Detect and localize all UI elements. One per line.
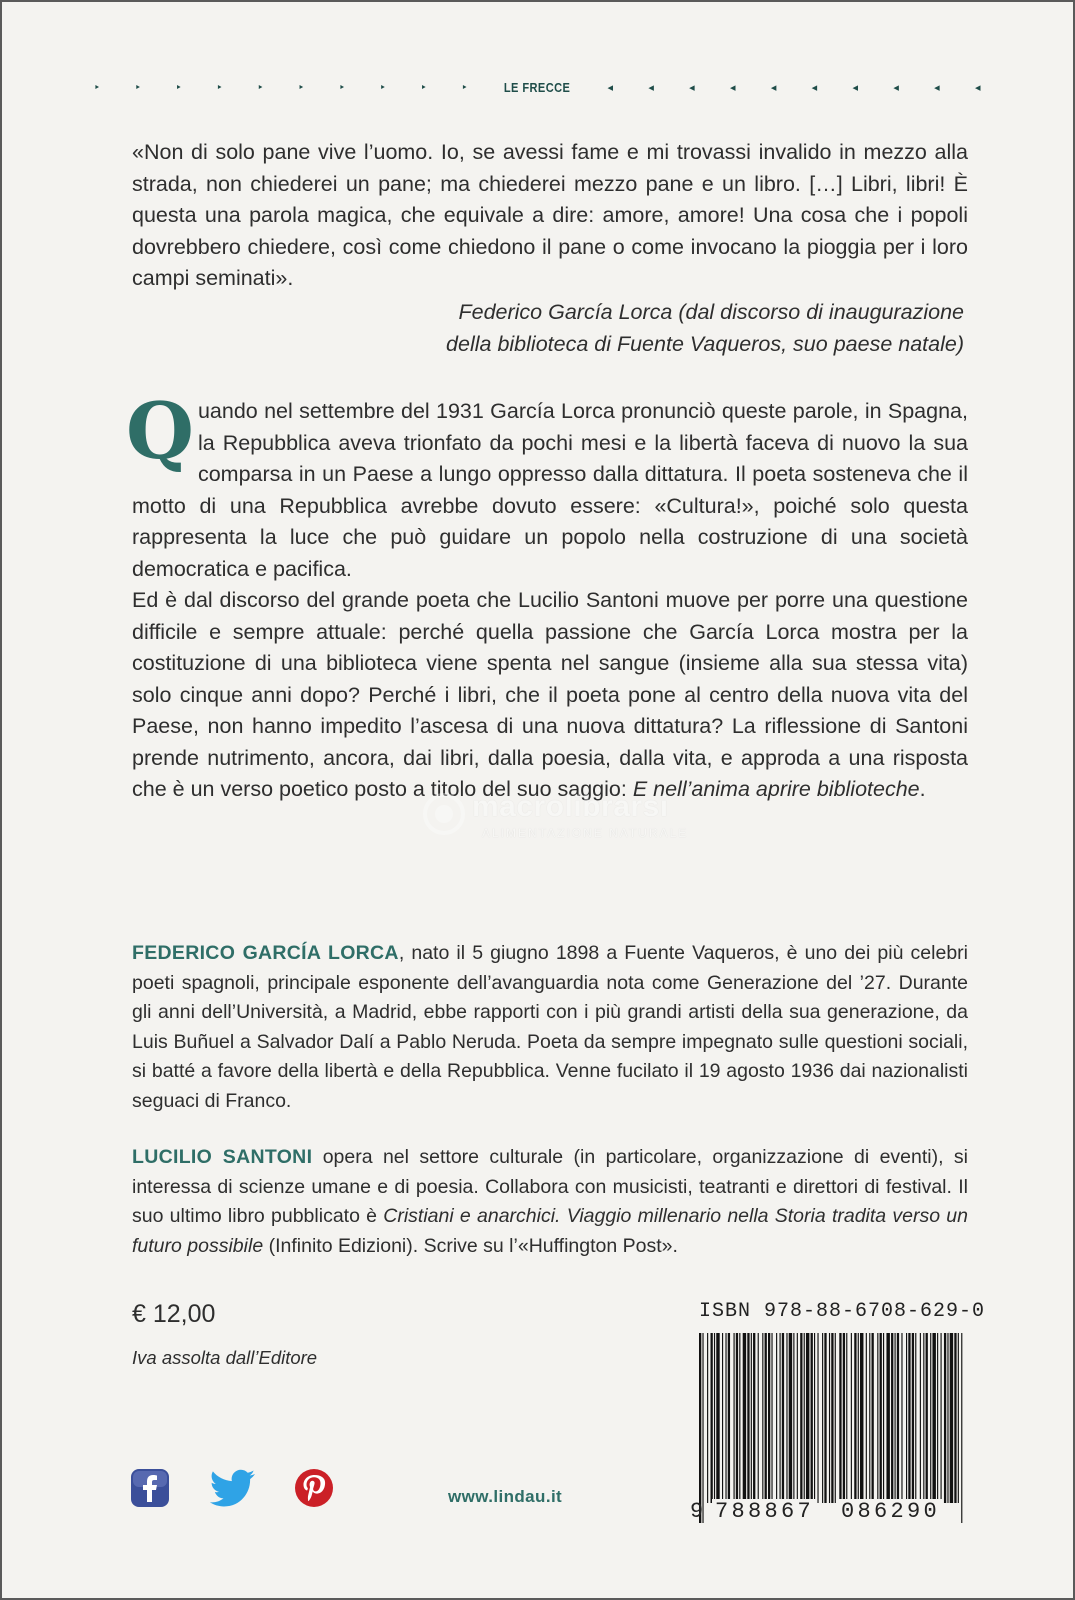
barcode-bar [858, 1333, 859, 1503]
isbn-label: ISBN 978-88-6708-629-0 [699, 1300, 986, 1323]
bio-text: , nato il 5 giugno 1898 a Fuente Vaqueros, è uno dei più celebri poeti spagnoli, principale esponente dell’avanguardia nota come Generazione del ’27. Durante gli anni dell’Università, a Madrid, ebbe rapporti con i più grandi artisti della sua generazione, da Luis Buñuel a Salvador Dalí a Pablo Neruda. Poeta da sempre impegnato sulle questioni sociali, si batté a favore della libertà e della Repubblica. Venne fucilato il 19 agosto 1936 dai nazionalisti seguaci di Franco. [132, 942, 968, 1112]
series-header [90, 76, 985, 98]
barcode-bar [743, 1333, 746, 1503]
author-bio-santoni [132, 1143, 968, 1261]
barcode-bar [722, 1333, 723, 1503]
barcode-bar [869, 1333, 870, 1503]
author-name: FEDERICO GARCÍA LORCA [132, 942, 399, 964]
barcode-bar [901, 1333, 902, 1503]
barcode-bar [806, 1333, 809, 1503]
epigraph-quote: «Non di solo pane vive l’uomo. Io, se avessi fame e mi trovassi invalido in mezzo alla strada, non chiederei un pane; ma chiederei mezzo pane e un libro. […] Libri, libri! È questa una parola magica, che equivale a dire: amore, amore! Una cosa che i popoli dovrebbero chiedere, così come chiedono il pane o come invocano la pioggia per i loro campi seminati». [132, 140, 968, 290]
left-arrow-icon: ◂ [607, 80, 614, 94]
barcode-bar [736, 1333, 738, 1503]
right-arrow-icon: ‣ [257, 80, 264, 94]
left-arrow-icon: ◂ [770, 80, 777, 94]
barcode-bar [947, 1333, 948, 1503]
punctuation: . [919, 777, 926, 801]
blurb [126, 386, 968, 806]
barcode-bar [711, 1333, 713, 1503]
barcode-bar [958, 1333, 959, 1503]
barcode-bar [768, 1333, 770, 1503]
barcode-bar [851, 1333, 852, 1503]
barcode-bar [954, 1333, 956, 1503]
barcode-digit-group: 788867 [712, 1499, 817, 1524]
right-arrow-icon: ‣ [338, 80, 346, 94]
barcode [697, 1333, 967, 1523]
barcode-bar [753, 1333, 755, 1503]
facebook-icon[interactable] [130, 1468, 170, 1508]
barcode-bar [797, 1333, 798, 1503]
watermark-subtitle: ALIMENTAZIONE NATURALE [482, 826, 689, 840]
barcode-bar [866, 1333, 867, 1503]
barcode-bar [941, 1333, 942, 1503]
left-arrow-icon: ◂ [811, 80, 818, 94]
blurb-paragraph-text: uando nel settembre del 1931 García Lorca pronunciò queste parole, in Spagna, la Repubblica aveva trionfato da pochi mesi e la libertà faceva di nuovo la sua comparsa in un Paese a lungo oppresso dalla dittatura. Il poeta sosteneva che il motto di una Repubblica avrebbe dovuto essere: «Cultura!», poiché solo questa rappresenta la luce che può guidare un popolo nella costruzione di una società democratica e pacifica. [132, 399, 968, 581]
barcode-bar [734, 1333, 735, 1503]
barcode-bar [804, 1333, 805, 1503]
barcode-lead-digit: 9 [690, 1499, 704, 1524]
blurb-paragraph [132, 585, 968, 806]
barcode-bar [944, 1333, 946, 1503]
barcode-bar [860, 1333, 863, 1503]
barcode-bar [758, 1333, 759, 1503]
barcode-bar [920, 1333, 921, 1503]
barcode-bar [950, 1333, 953, 1503]
blurb-paragraph [126, 386, 968, 585]
barcode-bar [926, 1333, 928, 1503]
right-arrow-icon: ‣ [216, 80, 223, 94]
barcode-bar [846, 1333, 847, 1503]
right-arrow-icon: ‣ [461, 80, 468, 94]
bio-text: opera nel settore culturale (in particolare, organizzazione di eventi), si interessa di scienze umane e di poesia. Collabora con musicisti, teatranti e direttori di festival. Il suo ultimo libro pubblicato è [132, 1146, 968, 1227]
left-arrow-icon: ◂ [852, 80, 859, 94]
barcode-bar [906, 1333, 907, 1503]
attribution-line: Federico García Lorca (dal discorso di inaugurazione [458, 300, 964, 324]
barcode-bar [908, 1333, 910, 1503]
series-name: LE FRECCE [504, 79, 571, 95]
author-name: LUCILIO SANTONI [132, 1146, 313, 1168]
barcode-bar [817, 1333, 818, 1503]
price: € 12,00 [132, 1300, 216, 1328]
barcode-bar [776, 1333, 777, 1523]
barcode-bar [771, 1333, 772, 1503]
barcode-bar [811, 1333, 813, 1503]
barcode-digit-group: 086290 [838, 1499, 943, 1524]
barcode-bar [915, 1333, 916, 1503]
barcode-bar [747, 1333, 749, 1503]
barcode-bar [961, 1333, 962, 1523]
pinterest-icon[interactable] [294, 1468, 334, 1508]
right-arrow-icon: ‣ [379, 80, 387, 94]
twitter-icon[interactable] [208, 1468, 258, 1508]
blurb-paragraph-text: Ed è dal discorso del grande poeta che Lucilio Santoni muove per porre una questione difficile e sempre attuale: perché quella passione che García Lorca mostra per la costituzione di una biblioteca viene spenta nel sangue (insieme alla sua stessa vita) solo cinque anni dopo? Perché i libri, che il poeta pone al centro della nuova vita del Paese, non hanno impedito l’ascesa di una nuova dittatura? La riflessione di Santoni prende nutrimento, ancora, dai libri, dalla poesia, dalla vita, e approda a una risposta che è un verso poetico posto a titolo del suo saggio: [132, 588, 968, 801]
left-arrow-icon: ◂ [648, 80, 654, 94]
barcode-bar [739, 1333, 740, 1503]
author-bio-lorca [132, 939, 968, 1116]
barcode-bar [912, 1333, 914, 1503]
barcode-bar [877, 1333, 878, 1503]
barcode-bar [782, 1333, 784, 1503]
quote-attribution [446, 297, 964, 360]
barcode-bar [716, 1333, 719, 1503]
barcode-bar [937, 1333, 938, 1503]
barcode-bar [780, 1333, 781, 1523]
barcode-bar [923, 1333, 924, 1503]
bio-text: (Infinito Edizioni). Scrive su l’«Huffington Post». [263, 1234, 678, 1257]
left-arrow-icon: ◂ [893, 80, 899, 94]
publisher-website-link[interactable]: www.lindau.it [448, 1487, 563, 1506]
barcode-bar [829, 1333, 830, 1503]
left-arrow-icon: ◂ [934, 80, 940, 94]
right-arrow-icon: ‣ [420, 80, 427, 94]
attribution-line: della biblioteca di Fuente Vaqueros, suo paese natale) [446, 331, 964, 356]
barcode-bar [814, 1333, 815, 1503]
barcode-digits [690, 1499, 970, 1529]
barcode-bar [762, 1333, 763, 1503]
barcode-bar [932, 1333, 935, 1503]
barcode-bar [725, 1333, 726, 1503]
book-title: Cristiani e anarchici. Viaggio millenario nella Storia tradita verso un futuro possibile [132, 1205, 968, 1257]
right-arrow-icon: ‣ [297, 80, 305, 94]
right-arrow-icon: ‣ [175, 80, 182, 94]
barcode-bar [789, 1333, 792, 1503]
barcode-bar [702, 1333, 703, 1523]
essay-title: E nell’anima aprire biblioteche [632, 777, 920, 801]
barcode-bar [883, 1333, 884, 1503]
right-arrow-icon: ‣ [93, 80, 101, 94]
barcode-bar [714, 1333, 715, 1503]
barcode-bar [854, 1333, 856, 1503]
drop-cap: Q [126, 386, 194, 477]
watermark-name: macrolibrarsi [472, 790, 669, 823]
barcode-bar [793, 1333, 794, 1503]
barcode-bar [800, 1333, 802, 1503]
barcode-bar [835, 1333, 836, 1503]
barcode-bar [831, 1333, 833, 1503]
barcode-bar [872, 1333, 874, 1503]
barcode-bar [897, 1333, 899, 1503]
left-arrow-icon: ◂ [689, 80, 695, 94]
barcode-bar [886, 1333, 889, 1503]
barcode-bar [786, 1333, 787, 1503]
barcode-bar [891, 1333, 893, 1503]
barcode-bar [707, 1333, 708, 1503]
barcode-bar [843, 1333, 845, 1503]
barcode-bar [839, 1333, 841, 1503]
left-arrow-icon: ◂ [974, 80, 981, 94]
barcode-bar [751, 1333, 752, 1503]
barcode-bar [822, 1333, 823, 1503]
barcode-bar [699, 1333, 701, 1523]
vat-note: Iva assolta dall’Editore [132, 1347, 318, 1368]
barcode-bar [880, 1333, 882, 1503]
barcode-bar [824, 1333, 826, 1503]
barcode-bar [765, 1333, 767, 1503]
barcode-bar [895, 1333, 896, 1503]
right-arrow-icon: ‣ [134, 80, 142, 94]
barcode-bar [930, 1333, 931, 1503]
left-arrow-icon: ◂ [730, 80, 736, 94]
barcode-bar [728, 1333, 730, 1503]
